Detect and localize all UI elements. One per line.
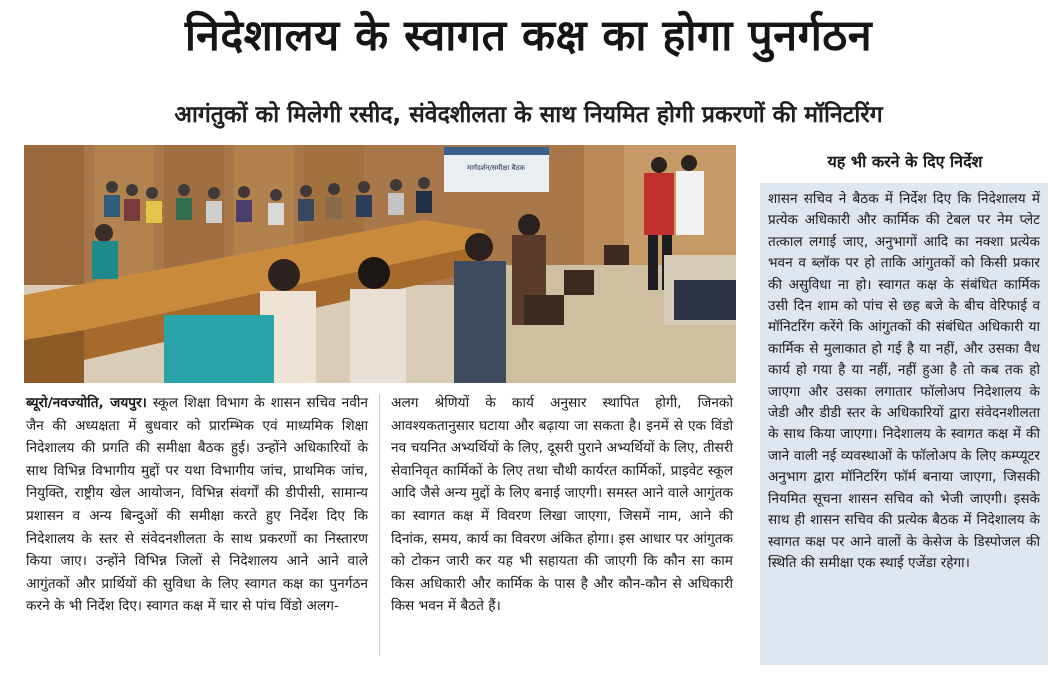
article-paragraph-1 — [26, 392, 368, 618]
banner-text: मार्गदर्शन/समीक्षा बैठक — [467, 164, 525, 172]
subheadline: आगंतुकों को मिलेगी रसीद, संवेदशीलता के साथ नियमित होगी प्रकरणों की मॉनिटरिंग — [174, 102, 883, 128]
headline: निदेशालय के स्वागत कक्ष का होगा पुनर्गठन — [184, 11, 873, 61]
article-column-1 — [26, 392, 368, 618]
sidebar-heading: यह भी करने के दिए निर्देश — [827, 152, 983, 171]
dateline: ब्यूरो/नवज्योति, जयपुर। — [26, 395, 147, 411]
meeting-photo — [24, 145, 736, 383]
column-1-text: स्कूल शिक्षा विभाग के शासन सचिव नवीन जैन की अध्यक्षता में बुधवार को प्रारम्भिक एवं माध्यमिक शिक्षा निदेशालय की प्रगति की समीक्षा बैठक हुई। उन्होंने अधिकारियों के साथ विभिन्न विभागीय मुद्दों पर यथा विभागीय जांच, प्राथमिक जांच, नियुक्ति, राष्ट्रीय खेल आयोजन, विभिन्न संवर्गों की डीपीसी, सामान्य प्रशासन व अन्य बिन्दुओं की समीक्षा करते हुए निर्देश दिए कि निदेशालय के स्तर से संवेदनशीलता के साथ प्रकरणों का निस्तारण किया जाए। उन्होंने विभिन्न जिलों से निदेशालय आने आने वाले आगुंतकों और प्रार्थियों की सुविधा के लिए स्वागत कक्ष का पुनर्गठन करने के भी निर्देश दिए। स्वागत कक्ष में चार से पांच विंडो अलग- — [26, 395, 368, 615]
sidebar-box — [760, 183, 1048, 665]
column-divider — [379, 394, 380, 656]
column-2-text: अलग श्रेणियों के कार्य अनुसार स्थापित होगी, जिनको आवश्यकतानुसार घटाया और बढ़ाया जा सकता है। इनमें से एक विंडो नव चयनित अभ्यर्थियों के लिए, दूसरी पुराने अभ्यर्थियों के लिए, तीसरी सेवानिवृत कार्मिकों के लिए तथा चौथी कार्यरत कार्मिकों, प्राइवेट स्कूल आदि जैसे अन्य मुद्दों के लिए बनाई जाएगी। समस्त आने वाले आगुंतक का स्वागत कक्ष में विवरण लिखा जाएगा, जिसमें नाम, आने की दिनांक, समय, कार्य का विवरण अंकित होगा। इस आधार पर आंगुतक को टोकन जारी कर यह भी सहायता की जाएगी कि कौन सा काम किस अधिकारी और कार्मिक के पास है और कौन-कौन से अधिकारी किस भवन में बैठते हैं। — [391, 395, 733, 615]
article-column-2 — [391, 392, 733, 618]
sidebar-body: शासन सचिव ने बैठक में निर्देश दिए कि निदेशालय में प्रत्येक अधिकारी और कार्मिक की टेबल पर नेम प्लेट तत्काल लगाई जाए, अनुभागों आदि का नक्शा प्रत्येक भवन व ब्लॉक पर हो ताकि आंगुतकों को किसी प्रकार की असुविधा ना हो। स्वागत कक्ष के संबंधित कार्मिक उसी दिन शाम को पांच से छह बजे के बीच वेरिफाई व मॉनिटरिंग करेंगे कि आंगुतकों की संबंधित अधिकारी या कार्मिक से मुलाकात हो गई है या नहीं, और उसका वैध कार्य हो गया है या नहीं, नहीं हुआ है तो कब तक हो जाएगा और उसका लगातार फॉलोअप निदेशालय के जेडी और डीडी स्तर के अधिकारियों द्वारा संवेदनशीलता के साथ किया जाएगा। निदेशालय के स्वागत कक्ष में की जाने वाली नई व्यवस्थाओं के फॉलोअप के लिए कम्प्यूटर अनुभाग द्वारा मॉनिटरिंग फॉर्म बनाया जाएगा, जिसकी नियमित सूचना शासन सचिव को भेजी जाएगी। इसके साथ ही शासन सचिव की प्रत्येक बैठक में निदेशालय के स्वागत कक्ष पर आने वालों के केसेज के डिस्पोजल की स्थिति की समीक्षा एक स्थाई एजेंडा रहेगा। — [768, 191, 1040, 571]
